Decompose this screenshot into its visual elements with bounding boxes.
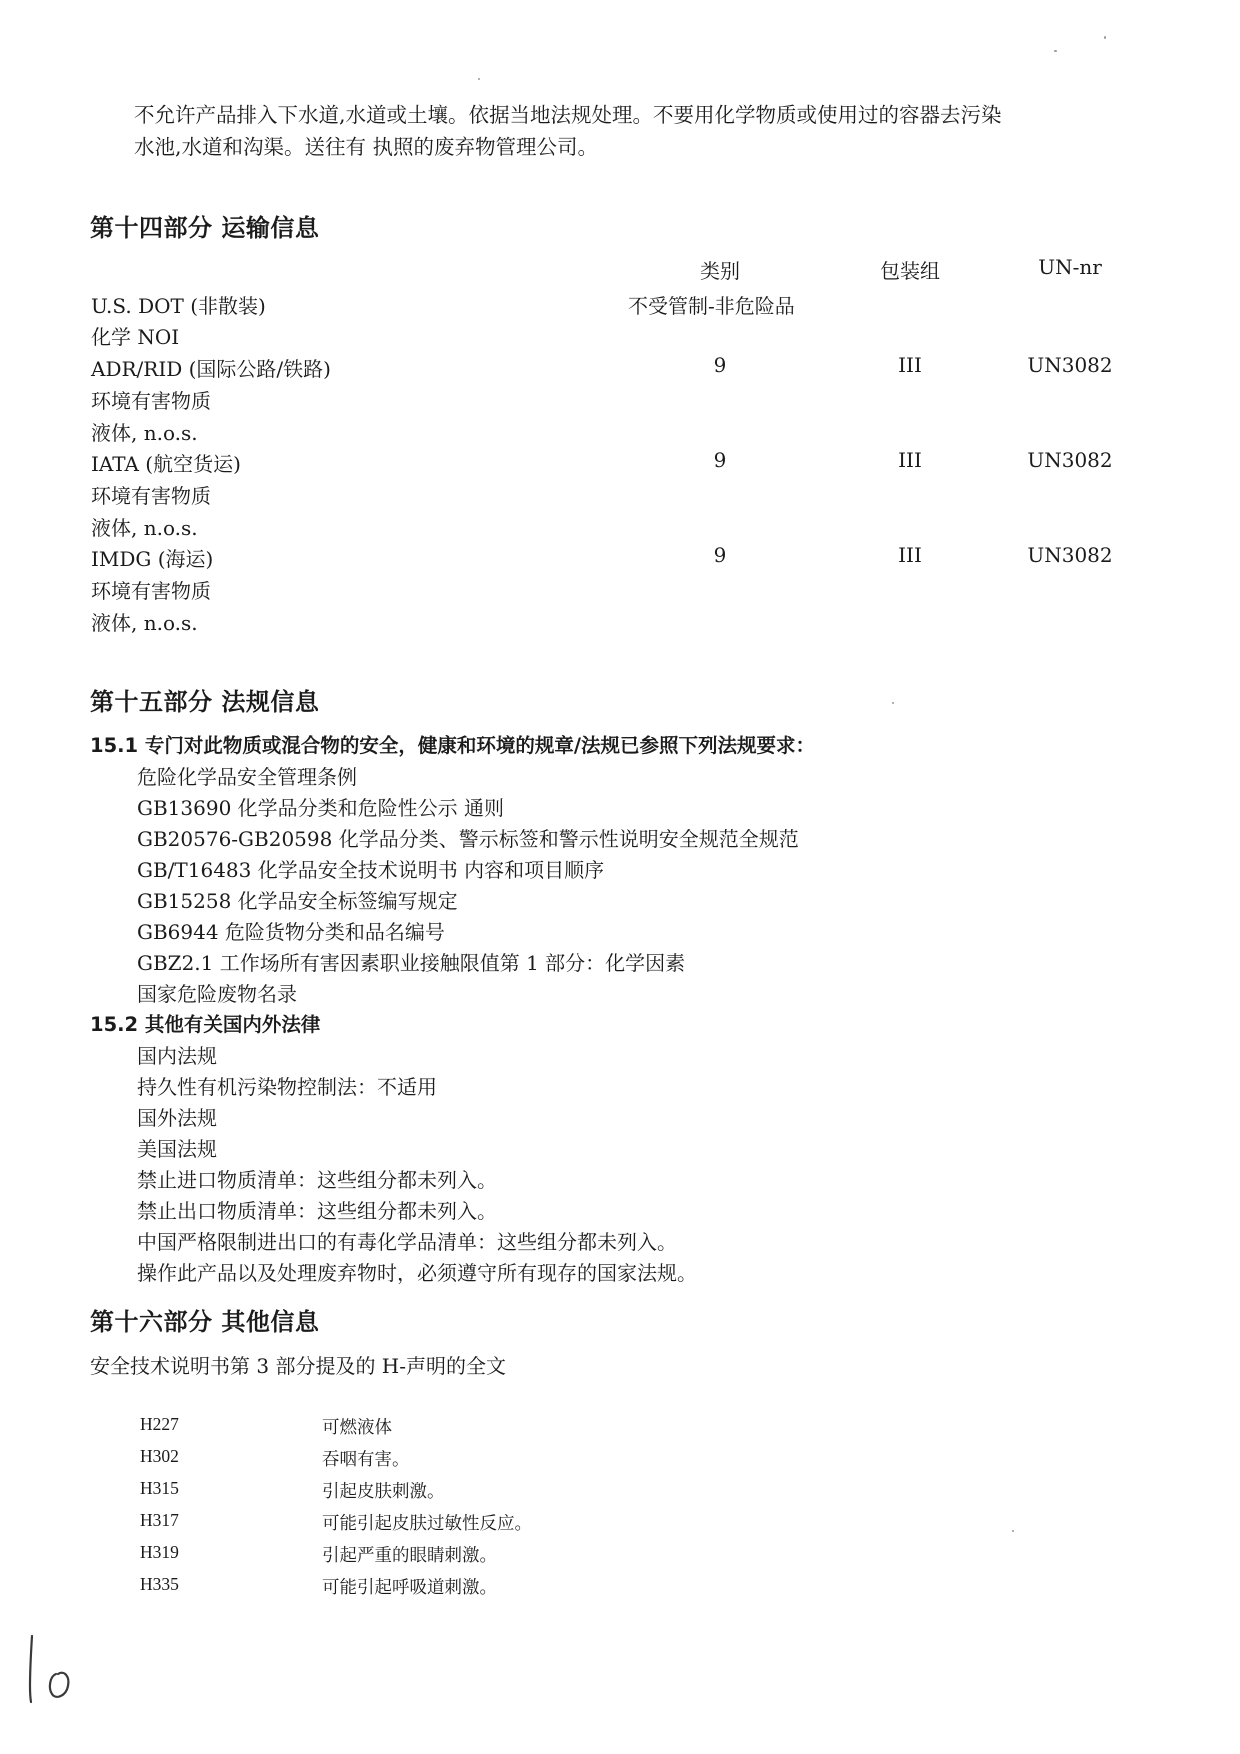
transport-dot-label: U.S. DOT (非散装) bbox=[91, 294, 266, 318]
h-statement-code: H335 bbox=[140, 1574, 179, 1594]
transport-adr-sub1: 环境有害物质 bbox=[91, 389, 211, 413]
col-header-class: 类别 bbox=[700, 259, 740, 283]
law-item: 操作此产品以及处理废弃物时，必须遵守所有现存的国家法规。 bbox=[137, 1261, 697, 1285]
h-statements-intro: 安全技术说明书第 3 部分提及的 H-声明的全文 bbox=[90, 1354, 506, 1378]
section14-title: 第十四部分 运输信息 bbox=[90, 214, 320, 242]
h-statement-text: 吞咽有害。 bbox=[322, 1450, 410, 1470]
scan-speck bbox=[892, 702, 894, 704]
transport-imdg-class: 9 bbox=[713, 543, 727, 567]
transport-imdg-un: UN3082 bbox=[1027, 543, 1113, 567]
regulation-item: 危险化学品安全管理条例 bbox=[137, 765, 357, 789]
h-statement-code: H319 bbox=[140, 1542, 179, 1562]
scan-speck bbox=[1012, 1530, 1014, 1532]
transport-imdg-label: IMDG (海运) bbox=[91, 547, 214, 571]
transport-iata-un: UN3082 bbox=[1027, 448, 1113, 472]
transport-iata-sub1: 环境有害物质 bbox=[91, 484, 211, 508]
h-statement-code: H315 bbox=[140, 1478, 179, 1498]
transport-adr-label: ADR/RID (国际公路/铁路) bbox=[91, 357, 331, 381]
h-statement-code: H227 bbox=[140, 1414, 179, 1434]
law-item: 持久性有机污染物控制法：不适用 bbox=[137, 1075, 437, 1099]
transport-iata-pack: III bbox=[898, 448, 922, 472]
transport-iata-class: 9 bbox=[713, 448, 727, 472]
h-statement-text: 引起严重的眼睛刺激。 bbox=[322, 1546, 497, 1566]
transport-imdg-sub1: 环境有害物质 bbox=[91, 579, 211, 603]
section15-title: 第十五部分 法规信息 bbox=[90, 688, 320, 716]
transport-imdg-sub2: 液体, n.o.s. bbox=[91, 611, 198, 635]
scan-speck bbox=[478, 78, 480, 80]
transport-adr-class: 9 bbox=[713, 353, 727, 377]
transport-adr-pack: III bbox=[898, 353, 922, 377]
h-statement-text: 可能引起呼吸道刺激。 bbox=[322, 1578, 497, 1598]
law-item: 禁止出口物质清单：这些组分都未列入。 bbox=[137, 1199, 497, 1223]
regulation-item: GB13690 化学品分类和危险性公示 通则 bbox=[137, 796, 505, 820]
law-item: 中国严格限制进出口的有毒化学品清单：这些组分都未列入。 bbox=[137, 1230, 677, 1254]
law-item: 国内法规 bbox=[137, 1044, 217, 1068]
h-statement-text: 可燃液体 bbox=[322, 1418, 392, 1438]
transport-imdg-pack: III bbox=[898, 543, 922, 567]
regulation-item: GB/T16483 化学品安全技术说明书 内容和项目顺序 bbox=[137, 858, 605, 882]
disposal-line-2: 水池,水道和沟渠。送往有 执照的废弃物管理公司。 bbox=[134, 135, 599, 159]
transport-adr-un: UN3082 bbox=[1027, 353, 1113, 377]
transport-iata-label: IATA (航空货运) bbox=[91, 452, 241, 476]
col-header-packing-group: 包装组 bbox=[880, 259, 940, 283]
h-statement-text: 可能引起皮肤过敏性反应。 bbox=[322, 1514, 532, 1534]
h-statement-code: H302 bbox=[140, 1446, 179, 1466]
section16-title: 第十六部分 其他信息 bbox=[90, 1308, 320, 1336]
transport-dot-status: 不受管制-非危险品 bbox=[628, 294, 795, 318]
regulation-item: GB6944 危险货物分类和品名编号 bbox=[137, 920, 445, 944]
law-item: 国外法规 bbox=[137, 1106, 217, 1130]
regulation-item: GBZ2.1 工作场所有害因素职业接触限值第 1 部分：化学因素 bbox=[137, 951, 686, 975]
section15-2-heading: 15.2 其他有关国内外法律 bbox=[90, 1013, 321, 1036]
handwritten-page-number bbox=[18, 1630, 88, 1710]
disposal-line-1: 不允许产品排入下水道,水道或土壤。依据当地法规处理。不要用化学物质或使用过的容器去污染 bbox=[134, 103, 1002, 127]
law-item: 禁止进口物质清单：这些组分都未列入。 bbox=[137, 1168, 497, 1192]
regulation-item: GB15258 化学品安全标签编写规定 bbox=[137, 889, 458, 913]
regulation-item: 国家危险废物名录 bbox=[137, 982, 297, 1006]
law-item: 美国法规 bbox=[137, 1137, 217, 1161]
scan-speck bbox=[1104, 36, 1106, 39]
transport-dot-sub: 化学 NOI bbox=[91, 325, 180, 349]
h-statement-text: 引起皮肤刺激。 bbox=[322, 1482, 445, 1502]
regulation-item: GB20576-GB20598 化学品分类、警示标签和警示性说明安全规范全规范 bbox=[137, 827, 799, 851]
transport-iata-sub2: 液体, n.o.s. bbox=[91, 516, 198, 540]
section15-1-heading: 15.1 专门对此物质或混合物的安全，健康和环境的规章/法规已参照下列法规要求： bbox=[90, 734, 816, 757]
col-header-un-number: UN-nr bbox=[1038, 255, 1102, 279]
transport-adr-sub2: 液体, n.o.s. bbox=[91, 421, 198, 445]
scan-speck bbox=[1054, 50, 1057, 52]
h-statement-code: H317 bbox=[140, 1510, 179, 1530]
